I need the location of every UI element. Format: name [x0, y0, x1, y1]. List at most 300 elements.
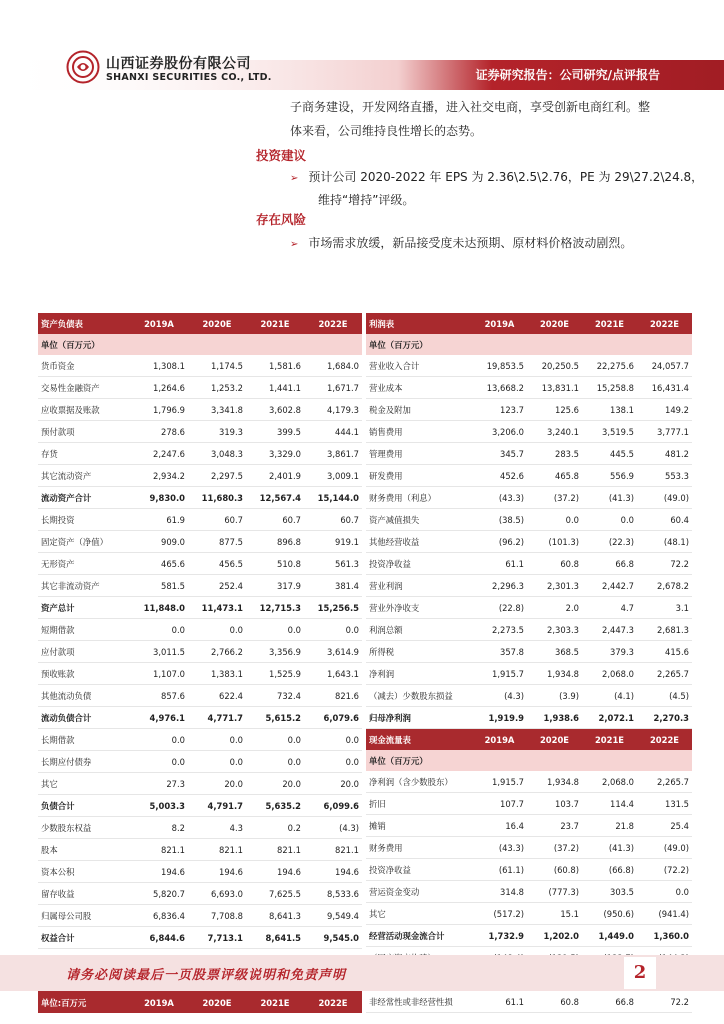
- row-label: 长期应付债券: [38, 751, 130, 773]
- row-value: 1,643.1: [304, 663, 362, 685]
- row-value: 1,107.0: [130, 663, 188, 685]
- row-value: (22.8): [472, 597, 527, 619]
- table-row: [38, 883, 362, 905]
- row-value: 2,301.3: [527, 575, 582, 597]
- row-value: 3,341.8: [188, 399, 246, 421]
- row-value: 1,264.6: [130, 377, 188, 399]
- row-label: 交易性金融资产: [38, 377, 130, 399]
- row-value: 3,048.3: [188, 443, 246, 465]
- row-label: 其它流动资产: [38, 465, 130, 487]
- row-value: 3,011.5: [130, 641, 188, 663]
- row-value: 1,934.8: [527, 771, 582, 793]
- year-header: 2021E: [246, 313, 304, 334]
- row-value: 2,072.1: [582, 707, 637, 729]
- row-value: 357.8: [472, 641, 527, 663]
- row-label: 其他流动负债: [38, 685, 130, 707]
- row-value: 138.1: [582, 399, 637, 421]
- table-row: [366, 443, 692, 465]
- row-value: 8,533.6: [304, 883, 362, 905]
- row-value: 1,308.1: [130, 355, 188, 377]
- row-value: 2,297.5: [188, 465, 246, 487]
- row-label: 研发费用: [366, 465, 472, 487]
- table-row: [366, 355, 692, 377]
- table-row: [366, 465, 692, 487]
- table-row: [366, 509, 692, 531]
- row-value: 2,401.9: [246, 465, 304, 487]
- table-unit-row: [38, 334, 362, 355]
- row-value: 456.5: [188, 553, 246, 575]
- row-value: 2,068.0: [582, 771, 637, 793]
- empty-cell: [637, 750, 692, 771]
- row-value: 0.2: [246, 817, 304, 839]
- row-value: 919.1: [304, 531, 362, 553]
- row-label: 其它: [366, 903, 472, 925]
- row-label: 所得税: [366, 641, 472, 663]
- row-value: 194.6: [304, 861, 362, 883]
- empty-cell: [188, 334, 246, 355]
- row-value: 0.0: [188, 729, 246, 751]
- empty-cell: [246, 334, 304, 355]
- table-row: [366, 903, 692, 925]
- row-value: (37.2): [527, 837, 582, 859]
- row-value: 252.4: [188, 575, 246, 597]
- row-value: 6,844.6: [130, 927, 188, 949]
- row-value: 1,915.7: [472, 663, 527, 685]
- table-row: [366, 707, 692, 729]
- table-unit-row: [366, 750, 692, 771]
- table-row: [366, 771, 692, 793]
- row-value: 1,919.9: [472, 707, 527, 729]
- table-row: [366, 421, 692, 443]
- row-value: 0.0: [304, 751, 362, 773]
- row-value: 6,836.4: [130, 905, 188, 927]
- row-label: 其它非流动资产: [38, 575, 130, 597]
- year-header: 2021E: [582, 313, 637, 334]
- empty-cell: [130, 334, 188, 355]
- table-row: [366, 663, 692, 685]
- row-value: 1,938.6: [527, 707, 582, 729]
- row-value: 60.4: [637, 509, 692, 531]
- row-value: 0.0: [246, 751, 304, 773]
- table-row: [38, 575, 362, 597]
- row-value: 15,258.8: [582, 377, 637, 399]
- row-label: 流动资产合计: [38, 487, 130, 509]
- table-row: [38, 685, 362, 707]
- table-row: [38, 751, 362, 773]
- row-value: 9,830.0: [130, 487, 188, 509]
- row-value: 16,431.4: [637, 377, 692, 399]
- row-value: 5,003.3: [130, 795, 188, 817]
- row-value: (4.1): [582, 685, 637, 707]
- risk-text: 市场需求放缓，新品接受度未达预期、原材料价格波动剧烈。: [308, 236, 633, 250]
- empty-cell: [582, 334, 637, 355]
- table-row: [38, 399, 362, 421]
- row-value: (43.3): [472, 487, 527, 509]
- row-value: (777.3): [527, 881, 582, 903]
- row-value: 314.8: [472, 881, 527, 903]
- year-header: 2022E: [637, 313, 692, 334]
- page-number: 2: [622, 955, 658, 991]
- row-value: 60.7: [304, 509, 362, 531]
- row-value: 2,273.5: [472, 619, 527, 641]
- row-value: 0.0: [246, 619, 304, 641]
- row-label: 长期投资: [38, 509, 130, 531]
- row-value: 1,671.7: [304, 377, 362, 399]
- row-value: 3,329.0: [246, 443, 304, 465]
- row-value: 11,848.0: [130, 597, 188, 619]
- row-value: 399.5: [246, 421, 304, 443]
- row-value: 12,715.3: [246, 597, 304, 619]
- row-value: 8.2: [130, 817, 188, 839]
- row-value: 732.4: [246, 685, 304, 707]
- row-label: 利润总额: [366, 619, 472, 641]
- row-value: 24,057.7: [637, 355, 692, 377]
- row-value: 3,519.5: [582, 421, 637, 443]
- table-row: [366, 685, 692, 707]
- row-label: 净利润: [366, 663, 472, 685]
- balance-sheet-table: [38, 313, 362, 1013]
- table-row: [366, 837, 692, 859]
- row-value: 2,270.3: [637, 707, 692, 729]
- row-value: 61.1: [472, 991, 527, 1013]
- row-value: 12,567.4: [246, 487, 304, 509]
- row-value: 1,202.0: [527, 925, 582, 947]
- row-value: (60.8): [527, 859, 582, 881]
- table-row: [38, 795, 362, 817]
- row-value: 2,447.3: [582, 619, 637, 641]
- table-row: [38, 465, 362, 487]
- row-value: 2,265.7: [637, 771, 692, 793]
- company-name-en: SHANXI SECURITIES CO., LTD.: [106, 72, 272, 83]
- row-value: 8,641.3: [246, 905, 304, 927]
- row-value: 27.3: [130, 773, 188, 795]
- table-row: [38, 421, 362, 443]
- row-value: 3,240.1: [527, 421, 582, 443]
- row-value: 114.4: [582, 793, 637, 815]
- row-value: (101.3): [527, 531, 582, 553]
- row-value: 25.4: [637, 815, 692, 837]
- unit-label: 单位（百万元）: [366, 334, 472, 355]
- row-value: 20.0: [246, 773, 304, 795]
- row-value: 556.9: [582, 465, 637, 487]
- row-label: 折旧: [366, 793, 472, 815]
- table-row: [38, 773, 362, 795]
- row-value: 22,275.6: [582, 355, 637, 377]
- row-value: 5,615.2: [246, 707, 304, 729]
- table-row: [38, 377, 362, 399]
- table-row: [38, 927, 362, 949]
- row-value: 0.0: [246, 729, 304, 751]
- row-value: 445.5: [582, 443, 637, 465]
- table-header-row: [366, 313, 692, 334]
- row-value: (4.5): [637, 685, 692, 707]
- row-value: 194.6: [246, 861, 304, 883]
- row-value: 379.3: [582, 641, 637, 663]
- row-value: 6,079.6: [304, 707, 362, 729]
- row-value: 3,861.7: [304, 443, 362, 465]
- row-label: 存货: [38, 443, 130, 465]
- row-value: (48.1): [637, 531, 692, 553]
- row-value: 0.0: [130, 751, 188, 773]
- table-header-row: [366, 729, 692, 751]
- row-label: （减去）少数股东损益: [366, 685, 472, 707]
- row-value: 821.1: [188, 839, 246, 861]
- year-header: 2019A: [472, 313, 527, 334]
- year-header: 2020E: [188, 313, 246, 334]
- row-value: 2,766.2: [188, 641, 246, 663]
- risk-bullet: [290, 234, 632, 251]
- row-value: 821.1: [130, 839, 188, 861]
- table-row: [38, 663, 362, 685]
- report-type: 证券研究报告：公司研究/点评报告: [475, 68, 660, 82]
- row-value: (950.6): [582, 903, 637, 925]
- row-label: 留存收益: [38, 883, 130, 905]
- row-value: 2,442.7: [582, 575, 637, 597]
- invest-text: 预计公司 2020-2022 年 EPS 为 2.36\2.5\2.76，PE 为 29\27.2\24.8，: [308, 170, 704, 184]
- table-row: [366, 881, 692, 903]
- row-value: 452.6: [472, 465, 527, 487]
- row-value: 1,449.0: [582, 925, 637, 947]
- risk-section-title: 存在风险: [256, 212, 307, 227]
- row-value: 1,360.0: [637, 925, 692, 947]
- row-value: 72.2: [637, 553, 692, 575]
- row-value: 1,684.0: [304, 355, 362, 377]
- row-value: 20.0: [304, 773, 362, 795]
- row-value: 7,713.1: [188, 927, 246, 949]
- empty-cell: [637, 334, 692, 355]
- table-row: [366, 487, 692, 509]
- row-value: 896.8: [246, 531, 304, 553]
- row-value: 194.6: [130, 861, 188, 883]
- row-value: 821.1: [304, 839, 362, 861]
- table-row: [366, 859, 692, 881]
- row-label: 管理费用: [366, 443, 472, 465]
- table-row: [366, 641, 692, 663]
- row-label: 资产减值损失: [366, 509, 472, 531]
- year-header: 2022E: [637, 729, 692, 751]
- row-value: (41.3): [582, 487, 637, 509]
- row-value: (96.2): [472, 531, 527, 553]
- table-title: 现金流量表: [366, 729, 472, 751]
- row-value: 4,179.3: [304, 399, 362, 421]
- row-value: 6,099.6: [304, 795, 362, 817]
- row-value: 66.8: [582, 991, 637, 1013]
- row-value: 821.6: [304, 685, 362, 707]
- empty-cell: [527, 334, 582, 355]
- disclaimer-text: 请务必阅读最后一页股票评级说明和免责声明: [66, 968, 347, 983]
- row-label: 预收账款: [38, 663, 130, 685]
- empty-cell: [472, 334, 527, 355]
- row-value: (41.3): [582, 837, 637, 859]
- row-value: (517.2): [472, 903, 527, 925]
- row-label: 预付款项: [38, 421, 130, 443]
- row-value: 444.1: [304, 421, 362, 443]
- row-value: (72.2): [637, 859, 692, 881]
- row-label: 非经常性或非经营性损: [366, 991, 472, 1013]
- row-value: 2,068.0: [582, 663, 637, 685]
- row-value: 0.0: [130, 619, 188, 641]
- table-title: 资产负债表: [38, 313, 130, 334]
- row-value: 61.9: [130, 509, 188, 531]
- row-value: 821.1: [246, 839, 304, 861]
- row-value: (66.8): [582, 859, 637, 881]
- table-row: [38, 531, 362, 553]
- row-value: 0.0: [637, 881, 692, 903]
- row-value: 6,693.0: [188, 883, 246, 905]
- row-value: 4,791.7: [188, 795, 246, 817]
- row-value: 381.4: [304, 575, 362, 597]
- table-row: [38, 355, 362, 377]
- row-value: 0.0: [188, 619, 246, 641]
- row-label: 销售费用: [366, 421, 472, 443]
- row-label: 资本公积: [38, 861, 130, 883]
- row-value: 0.0: [582, 509, 637, 531]
- row-value: 0.0: [304, 619, 362, 641]
- row-value: 278.6: [130, 421, 188, 443]
- row-value: 13,831.1: [527, 377, 582, 399]
- empty-cell: [582, 750, 637, 771]
- row-label: 财务费用（利息）: [366, 487, 472, 509]
- table-row: [366, 991, 692, 1013]
- row-value: 319.3: [188, 421, 246, 443]
- row-value: (37.2): [527, 487, 582, 509]
- table-row: [38, 619, 362, 641]
- table-row: [366, 399, 692, 421]
- row-label: 经营活动现金流合计: [366, 925, 472, 947]
- row-value: 15,144.0: [304, 487, 362, 509]
- row-value: 131.5: [637, 793, 692, 815]
- row-value: (22.3): [582, 531, 637, 553]
- paragraph-line: 体来看，公司维持良性增长的态势。: [290, 124, 483, 138]
- row-label: 无形资产: [38, 553, 130, 575]
- row-value: 1,581.6: [246, 355, 304, 377]
- table-row: [38, 597, 362, 619]
- table-row: [366, 377, 692, 399]
- paragraph-line: 维持“增持”评级。: [318, 193, 415, 207]
- row-value: 553.3: [637, 465, 692, 487]
- row-value: 2.0: [527, 597, 582, 619]
- row-value: 4,976.1: [130, 707, 188, 729]
- row-label: 资产总计: [38, 597, 130, 619]
- row-label: 归属母公司股: [38, 905, 130, 927]
- table-row: [38, 817, 362, 839]
- row-label: 流动负债合计: [38, 707, 130, 729]
- empty-cell: [527, 750, 582, 771]
- row-value: 3,356.9: [246, 641, 304, 663]
- row-value: 60.7: [246, 509, 304, 531]
- row-value: 3.1: [637, 597, 692, 619]
- row-label: 财务费用: [366, 837, 472, 859]
- empty-cell: [304, 334, 362, 355]
- row-value: 2,934.2: [130, 465, 188, 487]
- table-header-row: [38, 313, 362, 334]
- row-value: 1,441.1: [246, 377, 304, 399]
- row-value: 19,853.5: [472, 355, 527, 377]
- row-value: 3,009.1: [304, 465, 362, 487]
- row-value: 3,614.9: [304, 641, 362, 663]
- row-label: 股本: [38, 839, 130, 861]
- table-row: [366, 575, 692, 597]
- row-value: 107.7: [472, 793, 527, 815]
- row-value: 13,668.2: [472, 377, 527, 399]
- row-value: 60.8: [527, 553, 582, 575]
- table-row: [366, 597, 692, 619]
- paragraph-line: 子商务建设，开发网络直播，进入社交电商，享受创新电商红利。整: [290, 100, 651, 114]
- row-value: (4.3): [472, 685, 527, 707]
- row-value: 60.8: [527, 991, 582, 1013]
- income-cashflow-table: [366, 313, 692, 1013]
- table-row: [38, 839, 362, 861]
- row-value: 4,771.7: [188, 707, 246, 729]
- row-label: 长期借款: [38, 729, 130, 751]
- row-label: 投资净收益: [366, 859, 472, 881]
- row-value: (3.9): [527, 685, 582, 707]
- table-row: [38, 443, 362, 465]
- row-label: 其他经营收益: [366, 531, 472, 553]
- row-value: 21.8: [582, 815, 637, 837]
- row-value: 125.6: [527, 399, 582, 421]
- unit-label: 单位（百万元）: [38, 334, 130, 355]
- row-value: 415.6: [637, 641, 692, 663]
- row-value: 20,250.5: [527, 355, 582, 377]
- table-row: [366, 531, 692, 553]
- row-value: 123.7: [472, 399, 527, 421]
- row-value: 61.1: [472, 553, 527, 575]
- table-row: [38, 487, 362, 509]
- row-label: 营业外净收支: [366, 597, 472, 619]
- table-row: [38, 509, 362, 531]
- row-label: 归母净利润: [366, 707, 472, 729]
- row-value: 72.2: [637, 991, 692, 1013]
- row-label: 净利润（含少数股东）: [366, 771, 472, 793]
- table-row: [38, 641, 362, 663]
- table-row: [38, 861, 362, 883]
- table-row: [366, 553, 692, 575]
- row-value: 3,602.8: [246, 399, 304, 421]
- row-value: 622.4: [188, 685, 246, 707]
- row-value: 465.6: [130, 553, 188, 575]
- row-value: 1,915.7: [472, 771, 527, 793]
- row-label: 应收票据及账款: [38, 399, 130, 421]
- row-label: 短期借款: [38, 619, 130, 641]
- row-value: 481.2: [637, 443, 692, 465]
- row-label: 营业成本: [366, 377, 472, 399]
- table-row: [38, 729, 362, 751]
- row-label: 其它: [38, 773, 130, 795]
- year-header: 2021E: [582, 729, 637, 751]
- row-value: 20.0: [188, 773, 246, 795]
- row-label: 权益合计: [38, 927, 130, 949]
- row-value: 317.9: [246, 575, 304, 597]
- row-value: 2,678.2: [637, 575, 692, 597]
- company-logo-icon: [66, 50, 100, 84]
- row-value: 857.6: [130, 685, 188, 707]
- row-label: 投资净收益: [366, 553, 472, 575]
- table-row: [366, 793, 692, 815]
- unit-label: 单位（百万元）: [366, 750, 472, 771]
- row-value: 345.7: [472, 443, 527, 465]
- row-value: 103.7: [527, 793, 582, 815]
- table-row: [366, 619, 692, 641]
- row-value: 8,641.5: [246, 927, 304, 949]
- table-unit-row: [366, 334, 692, 355]
- row-value: 0.0: [304, 729, 362, 751]
- row-label: 营业收入合计: [366, 355, 472, 377]
- row-value: 303.5: [582, 881, 637, 903]
- row-label: 摊销: [366, 815, 472, 837]
- row-label: 营运资金变动: [366, 881, 472, 903]
- row-label: 负债合计: [38, 795, 130, 817]
